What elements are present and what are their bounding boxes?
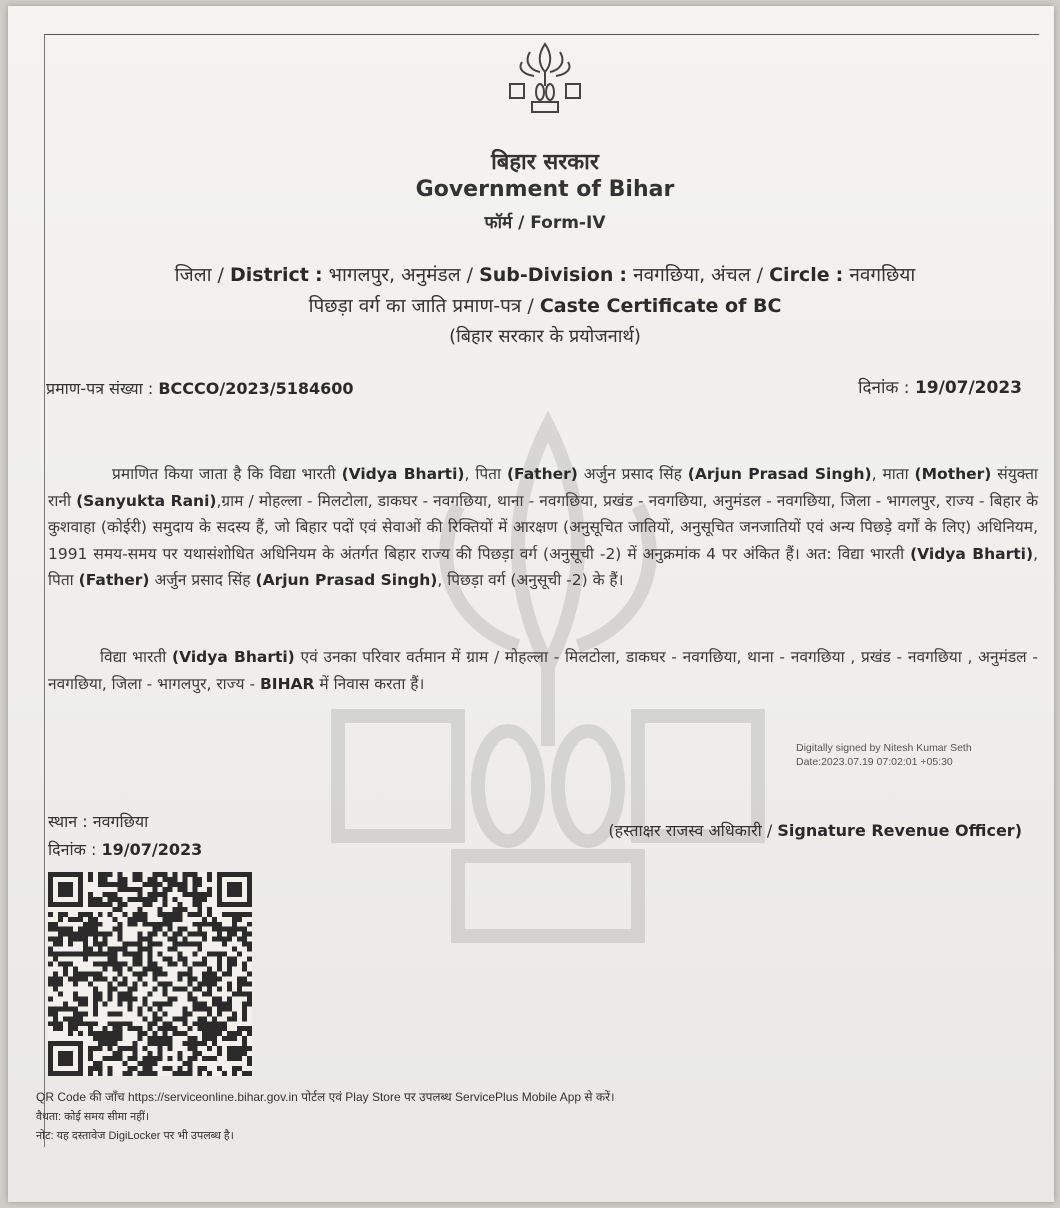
validity-note: वैधता: कोई समय सीमा नहीं।	[36, 1111, 150, 1123]
digilocker-note: नोट: यह दस्तावेज DigiLocker पर भी उपलब्ध है।	[36, 1130, 234, 1142]
issue-date: दिनांक : 19/07/2023	[48, 840, 203, 859]
qr-code	[48, 872, 252, 1076]
certificate-purpose: (बिहार सरकार के प्रयोजनार्थ)	[449, 326, 641, 347]
bihar-emblem-logo	[504, 40, 586, 118]
certificate-paper	[8, 6, 1054, 1202]
qr-verification-note: QR Code की जाँच https://serviceonline.bihar.gov.in पोर्टल एवं Play Store पर उपलब्ध ServicePlus Mobile App से करें।	[36, 1090, 615, 1104]
govt-title-hindi: बिहार सरकार	[491, 150, 599, 175]
certificate-number: प्रमाण-पत्र संख्या : BCCCO/2023/5184600	[46, 379, 354, 398]
form-number: फॉर्म / Form-IV	[484, 213, 606, 233]
govt-title-english: Government of Bihar	[415, 177, 675, 202]
signature-revenue-officer: (हस्ताक्षर राजस्व अधिकारी / Signature Revenue Officer)	[608, 821, 1022, 840]
certification-paragraph: प्रमाणित किया जाता है कि विद्या भारती (Vidya Bharti), पिता (Father) अर्जुन प्रसाद सिंह (Arjun Prasad Singh), माता (Mother) संयुक्ता रानी (Sanyukta Rani),ग्राम / मोहल्ला - मिलटोला, डाकघर - नवगछिया, थाना - नवगछिया, प्रखंड - नवगछिया, अनुमंडल - नवगछिया, जिला - भागलपुर, राज्य - बिहार के कुशवाहा (कोईरी) समुदाय के सदस्य हैं, जो बिहार पदों एवं सेवाओं की रिक्तियों में आरक्षण (अनुसूचित जातियों, अनुसूचित जनजातियों एवं अन्य पिछड़े वर्गों के लिए) अधिनियम, 1991 समय-समय पर यथासंशोधित अधिनियम के अंतर्गत बिहार राज्य की पिछड़ा वर्ग (अनुसूची -2) में अनुक्रमांक 4 पर अंकित हैं। अत: विद्या भारती (Vidya Bharti), पिता (Father) अर्जुन प्रसाद सिंह (Arjun Prasad Singh), पिछड़ा वर्ग (अनुसूची -2) के हैं।	[48, 465, 1039, 589]
residence-paragraph: विद्या भारती (Vidya Bharti) एवं उनका परिवार वर्तमान में ग्राम / मोहल्ला - मिलटोला, डाकघर - नवगछिया, थाना - नवगछिया , प्रखंड - नवगछिया , अनुमंडल - नवगछिया, जिला - भागलपुर, राज्य - BIHAR में निवास करता हैं।	[48, 648, 1038, 693]
certificate-date: दिनांक : 19/07/2023	[858, 378, 1022, 398]
place: स्थान : नवगछिया	[48, 812, 149, 831]
certificate-title: पिछड़ा वर्ग का जाति प्रमाण-पत्र / Caste Certificate of BC	[308, 295, 782, 317]
digital-signature: Digitally signed by Nitesh Kumar Seth Date:2023.07.19 07:02:01 +05:30	[796, 742, 972, 768]
location-line: जिला / District : भागलपुर, अनुमंडल / Sub-Division : नवगछिया, अंचल / Circle : नवगछिया	[174, 264, 916, 286]
